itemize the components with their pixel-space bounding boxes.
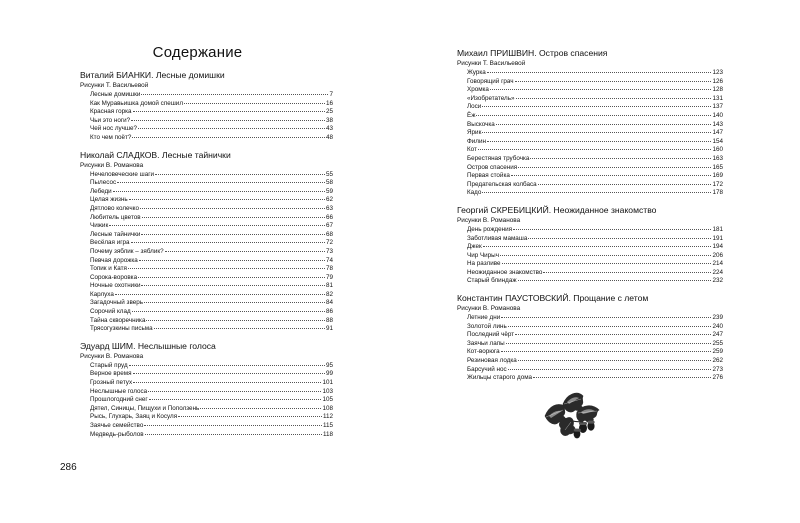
dot-leader [133,373,325,374]
entry-page: 43 [325,125,333,133]
entry-page: 247 [712,331,723,339]
entry-page: 73 [325,247,333,255]
entry-title: Последний чёрт [467,331,515,339]
entry-title: Весёлая игра [90,239,130,247]
toc-entry [80,205,333,214]
toc-entry [80,388,333,397]
entry-page: 101 [322,379,333,387]
entry-title: Целая жизнь [90,196,128,204]
toc-entry [80,422,333,431]
dot-leader [139,260,325,261]
dot-leader [129,365,325,366]
toc-entry [457,69,723,78]
entry-page: 78 [325,265,333,273]
entry-page: 66 [325,213,333,221]
dot-leader [113,191,325,192]
toc-entry [80,222,333,231]
section-author-title: Константин ПАУСТОВСКИЙ. Прощание с летом [457,293,649,304]
dot-leader [128,268,325,269]
dot-leader [142,217,325,218]
entry-title: Ярик [467,129,482,137]
entry-title: Филин [467,137,486,145]
toc-entry [80,125,333,134]
section-illustrator: Рисунки В. Романова [457,305,521,313]
section-illustrator: Рисунки В. Романова [457,216,521,224]
entry-title: Барсучий нос [467,365,507,373]
toc-entry [457,103,723,112]
entry-title: На разливе [467,260,501,268]
dot-leader [138,128,325,129]
entry-page: 214 [712,260,723,268]
toc-entry [457,95,723,104]
dot-leader [482,106,711,107]
toc-entry [80,405,333,414]
entry-page: 79 [325,273,333,281]
entry-page: 143 [712,120,723,128]
entry-title: Кто чем поёт? [90,133,132,141]
entry-title: Рысь, Глухарь, Заяц и Косуля [90,413,178,421]
entry-page: 55 [325,170,333,178]
page-title: Содержание [152,44,243,61]
entry-page: 224 [712,268,723,276]
toc-entry [80,317,333,326]
entry-page: 88 [325,316,333,324]
entry-page: 169 [712,172,723,180]
section-author-title: Николай СЛАДКОВ. Лесные тайнички [80,149,231,160]
toc-entry [457,331,723,340]
toc-entry [80,108,333,117]
toc-entry [457,164,723,173]
entry-page: 48 [325,133,333,141]
entry-page: 74 [325,256,333,264]
dot-leader [501,317,711,318]
oak-leaves-acorns-icon [537,382,612,442]
dot-leader [490,89,712,90]
dot-leader [109,225,325,226]
toc-entry [457,243,723,252]
dot-leader [141,285,325,286]
entry-title: Загадочный зверь [90,299,144,307]
toc-entry [80,413,333,422]
entry-title: Сорока-воровка [90,273,138,281]
entry-page: 232 [712,277,723,285]
entry-title: Первая стойка [467,172,510,180]
entry-page: 25 [325,108,333,116]
dot-leader [140,208,325,209]
dot-leader [515,334,711,335]
entry-page: 140 [712,111,723,119]
entry-page: 255 [712,339,723,347]
dot-leader [487,141,712,142]
dot-leader [518,280,712,281]
dot-leader [178,416,322,417]
toc-entry [80,214,333,223]
entry-title: Медведь-рыболов [90,430,144,438]
entry-title: Дятел, Синицы, Пищухи и Поползень [90,404,200,412]
dot-leader [516,98,712,99]
section-author-title: Георгий СКРЕБИЦКИЙ. Неожиданное знакомство [457,204,657,215]
toc-entry [80,239,333,248]
entry-title: Почему зяблик – зяблик? [90,247,164,255]
toc-entry [457,226,723,235]
dot-leader [483,246,712,247]
dot-leader [528,238,711,239]
dot-leader [141,234,325,235]
entry-title: Как Муравьишка домой спешил [90,99,183,107]
entry-title: Журка [467,69,486,76]
toc-entry [80,196,333,205]
toc-entry [457,189,723,198]
dot-leader [200,408,321,409]
toc-section [80,341,333,439]
entry-page: 147 [712,129,723,137]
entry-page: 273 [712,365,723,373]
toc-entry [457,129,723,138]
entry-title: Резиновая лодка [467,357,517,365]
toc-entry [80,134,333,143]
entry-page: 276 [712,374,723,382]
entry-title: Лебеди [90,187,112,195]
dot-leader [117,182,325,183]
dot-leader [476,115,711,116]
toc-entry [457,146,723,155]
entry-page: 99 [325,370,333,378]
entry-title: Нечеловеческие шаги [90,170,155,178]
entry-page: 112 [322,413,333,421]
entry-title: Ёж [467,111,476,119]
toc-entry [457,112,723,121]
toc-entry [457,78,723,87]
entry-page: 194 [712,243,723,251]
entry-title: Выскочка [467,120,495,128]
dot-leader [133,111,325,112]
entry-title: Грозный петух [90,379,133,387]
entry-title: Лесные домишки [90,91,141,98]
entry-title: Сорочий клад [90,308,131,316]
entry-title: Старый блиндаж [467,277,517,285]
entry-title: Неожиданное знакомство [467,268,543,276]
dot-leader [543,272,711,273]
entry-page: 118 [322,430,333,438]
toc-entry [457,172,723,181]
entry-title: Остров спасения [467,163,518,171]
entry-page: 82 [325,290,333,298]
section-author-title: Виталий БИАНКИ. Лесные домишки [80,70,225,80]
dot-leader [511,175,712,176]
toc-entry [80,274,333,283]
dot-leader [133,382,321,383]
entry-page: 67 [325,222,333,230]
toc-entry [80,282,333,291]
entry-title: Берестяная трубочка [467,154,530,162]
section-author-title: Михаил ПРИШВИН. Остров спасения [457,48,608,58]
toc-entry [80,91,333,100]
toc-entry [457,235,723,244]
entry-page: 240 [712,322,723,330]
dot-leader [533,377,711,378]
toc-section [457,205,723,286]
entry-title: Кот [467,146,477,154]
entry-page: 172 [712,180,723,188]
entry-page: 58 [325,179,333,187]
entry-title: Дятлово колечко [90,204,139,212]
dot-leader [129,199,325,200]
dot-leader [508,326,712,327]
entry-page: 81 [325,282,333,290]
dot-leader [115,294,325,295]
entry-page: 123 [712,69,723,76]
entry-title: День рождения [467,225,513,233]
entry-page: 206 [712,251,723,259]
entry-title: Кот-ворюга [467,348,500,356]
dot-leader [500,255,711,256]
entry-title: Трясогузкины письма [90,325,153,333]
toc-entry [457,252,723,261]
entry-page: 259 [712,348,723,356]
entry-title: Лоси [467,103,482,111]
toc-entry [457,366,723,375]
entry-page: 38 [325,116,333,124]
entry-title: Жильцы старого дома [467,374,533,382]
dot-leader [141,94,328,95]
entry-title: Чьи это ноги? [90,116,131,124]
toc-entry [457,357,723,366]
entry-title: «Изобретатель» [467,94,515,102]
toc-entry [80,431,333,440]
entry-title: Чей нос лучше? [90,125,138,133]
dot-leader [508,369,712,370]
entry-page: 84 [325,299,333,307]
entry-title: Ночные охотники [90,282,141,290]
dot-leader [144,425,322,426]
dot-leader [131,120,325,121]
section-illustrator: Рисунки Т. Васильевой [80,82,149,89]
toc-entry [80,370,333,379]
entry-title: Любитель цветов [90,213,141,221]
toc-right-column [457,48,723,390]
dot-leader [506,343,712,344]
dot-leader [501,351,712,352]
entry-page: 108 [322,404,333,412]
entry-title: Красная горка [90,108,132,116]
entry-page: 262 [712,357,723,365]
toc-entry [80,299,333,308]
entry-title: Кадо [467,189,482,197]
entry-page: 181 [712,225,723,233]
entry-page: 105 [322,396,333,404]
dot-leader [478,149,712,150]
entry-title: Заячье семейство [90,422,144,429]
section-author-title: Эдуард ШИМ. Неслышные голоса [80,340,216,351]
toc-entry [457,340,723,349]
toc-entry [457,277,723,286]
entry-page: 115 [322,422,333,429]
entry-page: 72 [325,239,333,247]
toc-section [80,150,333,334]
dot-leader [518,167,711,168]
toc-section [80,70,333,143]
toc-entry [80,325,333,334]
entry-title: Певчая дорожка [90,256,138,264]
dot-leader [149,399,322,400]
toc-section [457,293,723,383]
toc-entry [80,179,333,188]
toc-entry [457,121,723,130]
toc-section [457,48,723,198]
entry-page: 131 [712,94,723,102]
toc-entry [457,314,723,323]
toc-entry [80,188,333,197]
entry-page: 7 [329,91,333,98]
entry-page: 178 [712,189,723,197]
dot-leader [538,184,712,185]
dot-leader [502,263,712,264]
page-number: 286 [60,462,77,473]
section-illustrator: Рисунки Т. Васильевой [457,60,526,67]
entry-title: Заячьи лапы [467,339,505,347]
entry-title: Говорящий грач [467,77,514,85]
toc-entry [80,396,333,405]
section-illustrator: Рисунки В. Романова [80,161,144,169]
dot-leader [154,328,325,329]
dot-leader [530,158,711,159]
entry-page: 68 [325,230,333,238]
entry-page: 95 [325,361,333,369]
entry-page: 160 [712,146,723,154]
toc-entry [80,257,333,266]
dot-leader [138,277,325,278]
dot-leader [145,434,322,435]
toc-entry [457,155,723,164]
toc-entry [80,362,333,371]
entry-page: 59 [325,187,333,195]
entry-title: Лесные тайнички [90,230,141,238]
entry-title: Летние дни [467,314,501,322]
dot-leader [165,251,325,252]
toc-entry [80,171,333,180]
dot-leader [146,320,325,321]
entry-title: Заботливая мамаша [467,234,528,242]
toc-entry [80,248,333,257]
dot-leader [515,81,712,82]
entry-title: Старый пруд [90,361,128,369]
entry-page: 63 [325,204,333,212]
entry-title: Неслышные голоса [90,387,148,395]
entry-title: Верное время [90,370,132,378]
toc-entry [80,379,333,388]
entry-title: Пылесос [90,179,117,187]
toc-entry [457,323,723,332]
dot-leader [496,124,712,125]
dot-leader [132,137,325,138]
section-illustrator: Рисунки В. Романова [80,352,144,360]
entry-title: Топик и Катя [90,265,127,273]
toc-entry [80,265,333,274]
entry-title: Предательская колбаса [467,180,537,188]
entry-title: Тайна скворечника [90,316,146,324]
entry-page: 16 [325,99,333,107]
toc-entry [80,100,333,109]
entry-page: 239 [712,314,723,322]
entry-page: 103 [322,387,333,395]
entry-title: Джек [467,243,482,251]
entry-page: 86 [325,308,333,316]
entry-title: Золотой линь [467,322,507,330]
toc-left-column [80,70,333,446]
dot-leader [148,391,321,392]
toc-entry [457,260,723,269]
toc-entry [457,348,723,357]
dot-leader [132,311,325,312]
dot-leader [131,242,325,243]
entry-title: Чир Чирыч [467,251,499,259]
dot-leader [487,72,712,73]
dot-leader [155,174,325,175]
dot-leader [513,229,711,230]
toc-entry [457,181,723,190]
dot-leader [184,103,325,104]
dot-leader [144,302,325,303]
entry-page: 137 [712,103,723,111]
entry-title: Чижик [90,222,109,230]
toc-entry [457,86,723,95]
entry-page: 191 [712,234,723,242]
entry-page: 128 [712,86,723,94]
entry-page: 165 [712,163,723,171]
entry-page: 91 [325,325,333,333]
dot-leader [518,360,712,361]
toc-entry [80,308,333,317]
entry-page: 163 [712,154,723,162]
entry-page: 126 [712,77,723,85]
entry-page: 154 [712,137,723,145]
entry-title: Хромка [467,86,489,94]
entry-page: 62 [325,196,333,204]
dot-leader [482,192,711,193]
dot-leader [482,132,711,133]
toc-entry [80,231,333,240]
entry-title: Карлуха [90,290,114,298]
entry-title: Прошлогодний снег [90,396,148,404]
toc-entry [457,138,723,147]
